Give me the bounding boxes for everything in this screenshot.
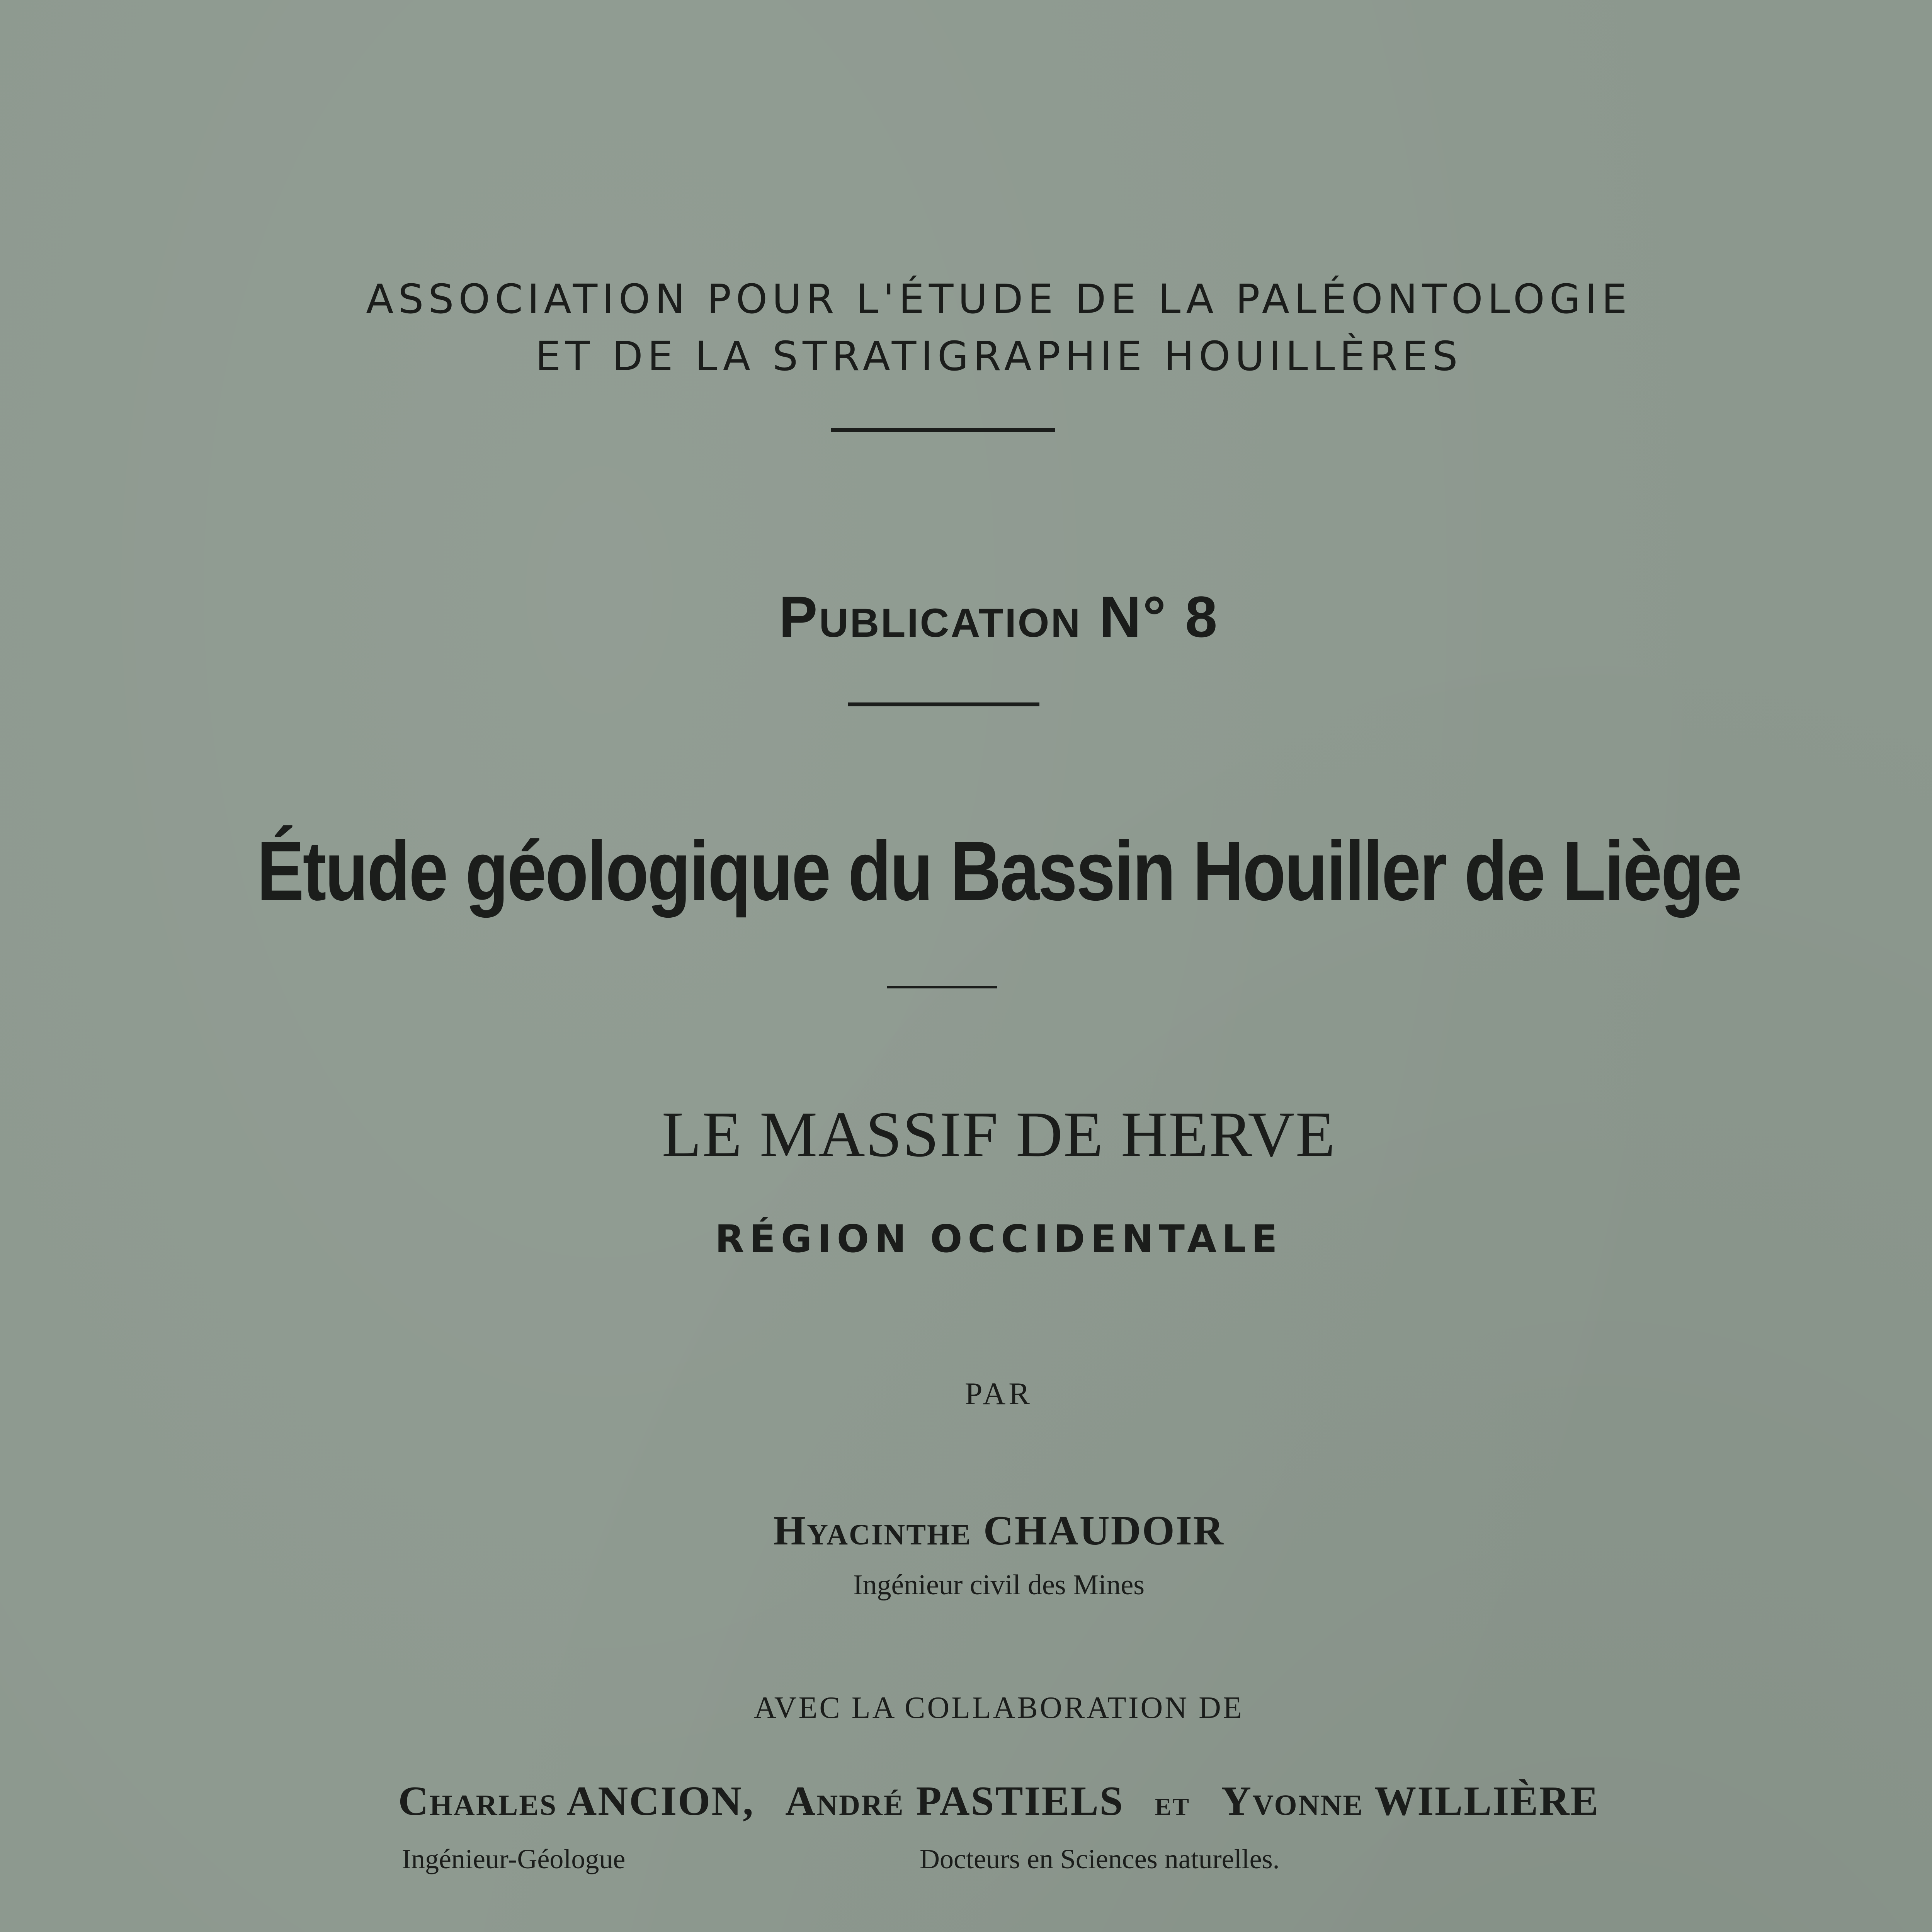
- publication-number: Publication N° 8: [779, 584, 1219, 649]
- collaborators: [0, 1777, 1932, 1825]
- main-title: Étude géologique du Bassin Houiller de Liège: [257, 824, 1741, 918]
- collaborator-ancion: Charles ANCION,: [398, 1778, 755, 1824]
- collaborator-role-ancion: Ingénieur-Géologue: [402, 1844, 626, 1874]
- divider-rule: [831, 428, 1055, 432]
- divider-rule: [887, 986, 997, 988]
- collaboration-intro: AVEC LA COLLABORATION DE: [754, 1691, 1244, 1725]
- association-line-2: ET DE LA STRATIGRAPHIE HOUILLÈRES: [535, 333, 1463, 380]
- author-role: Ingénieur civil des Mines: [853, 1569, 1145, 1601]
- region-label: RÉGION OCCIDENTALE: [715, 1217, 1283, 1261]
- collaborator-role-others: Docteurs en Sciences naturelles.: [920, 1844, 1280, 1874]
- author-name: Hyacinthe CHAUDOIR: [773, 1508, 1225, 1554]
- subtitle: LE MASSIF DE HERVE: [662, 1099, 1336, 1170]
- collaborator-williere: Yvonne WILLIÈRE: [1221, 1778, 1600, 1824]
- association-name: [0, 270, 1932, 385]
- conjunction-et: et: [1155, 1783, 1190, 1823]
- par-label: PAR: [965, 1376, 1033, 1411]
- collaborator-pastiels: André PASTIELS: [785, 1778, 1124, 1824]
- divider-rule: [848, 702, 1039, 706]
- association-line-1: ASSOCIATION POUR L'ÉTUDE DE LA PALÉONTOLOGIE: [366, 276, 1632, 323]
